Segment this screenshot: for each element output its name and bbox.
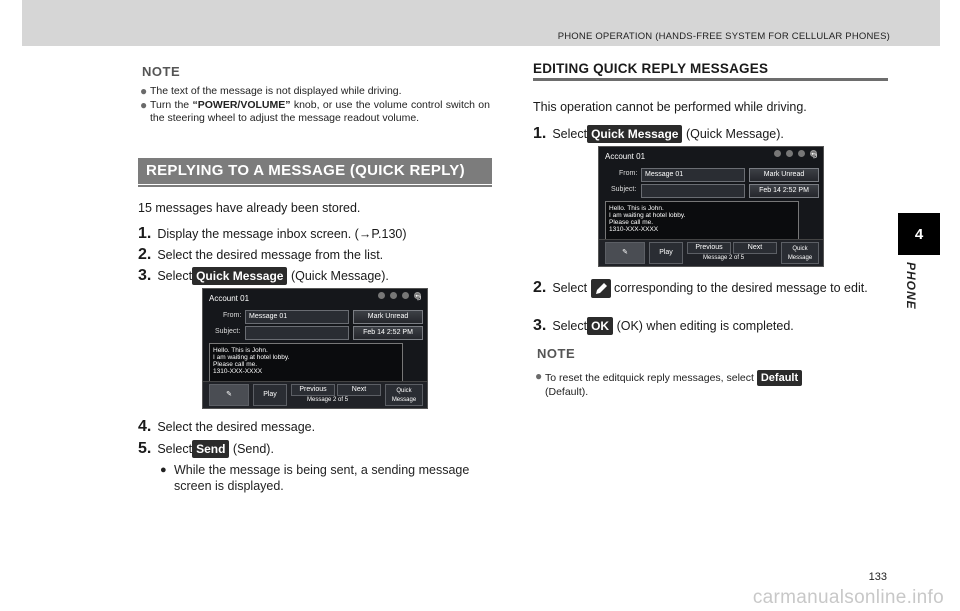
heading-rule — [533, 78, 888, 81]
section-heading: EDITING QUICK REPLY MESSAGES — [533, 61, 769, 76]
step-1: 1. Select Quick Message (Quick Message). — [533, 125, 784, 142]
step-3: 3. Select OK (OK) when editing is completed. — [533, 317, 794, 334]
ok-button: OK — [587, 317, 613, 335]
page-number: 133 — [868, 571, 887, 583]
section-title: REPLYING TO A MESSAGE (QUICK REPLY) — [138, 158, 492, 184]
back-icon: ⮌ — [415, 293, 422, 302]
pencil-icon: ✎ — [605, 242, 645, 264]
step-2: 2. Select the desired message from the list. — [138, 246, 384, 263]
step-3: 3. Select Quick Message (Quick Message). — [138, 267, 389, 284]
step-5: 5. Select Send (Send). — [138, 440, 274, 457]
header-title: PHONE OPERATION (HANDS-FREE SYSTEM FOR CELLULAR PHONES) — [557, 31, 890, 42]
bullet-dot-icon: ● — [160, 464, 167, 476]
pencil-icon — [591, 279, 611, 298]
pencil-icon: ✎ — [209, 384, 249, 406]
message-body: Hello. This is John. I am waiting at hotel lobby. Please call me. 1310-XXX-XXXX — [605, 201, 799, 241]
note-title: NOTE — [142, 64, 181, 79]
intro-text: 15 messages have already been stored. — [138, 201, 361, 215]
sub-bullet: ● While the message is being sent, a sending message screen is displayed. — [160, 463, 470, 493]
default-button: Default — [757, 370, 802, 386]
step-2: 2. Select corresponding to the desired message to edit. — [533, 278, 889, 298]
intro-text: This operation cannot be performed while driving. — [533, 100, 807, 114]
note-bullet: ● The text of the message is not displayed while driving. — [140, 84, 402, 98]
step-1: 1. Display the message inbox screen. (→P.130) — [138, 225, 407, 242]
quick-message-button: Quick Message — [192, 267, 287, 285]
screenshot-message-screen: Account 01 ⮌ From: Message 01 Mark Unread Subject: Feb 14 2:52 PM Hello. This is John. I am waiting at hotel lobby. Please call me. 1310-XXX-XXXX ✎ Play Previous Next Message 2 of 5 Quick Message — [202, 288, 428, 409]
note-title: NOTE — [537, 346, 576, 361]
watermark: carmanualsonline.info — [752, 587, 944, 608]
quick-message-button: Quick Message — [587, 125, 682, 143]
bullet-dot-icon: ● — [140, 84, 148, 98]
chapter-label: PHONE — [904, 262, 918, 310]
bullet-dot-icon: ● — [140, 98, 148, 112]
message-body: Hello. This is John. I am waiting at hotel lobby. Please call me. 1310-XXX-XXXX — [209, 343, 403, 383]
note-bullet: ● Turn the “POWER/VOLUME” knob, or use the volume control switch on the steering wheel to adjust the message readout volume. — [140, 98, 490, 124]
back-icon: ⮌ — [811, 151, 818, 160]
chapter-tab: 4 — [898, 213, 940, 255]
bullet-dot-icon: ● — [535, 369, 543, 383]
step-4: 4. Select the desired message. — [138, 418, 316, 435]
screenshot-message-screen: Account 01 ⮌ From: Message 01 Mark Unread Subject: Feb 14 2:52 PM Hello. This is John. I am waiting at hotel lobby. Please call me. 1310-XXX-XXXX ✎ Play Previous Next Message 2 of 5 Quick Message — [598, 146, 824, 267]
send-button: Send — [192, 440, 229, 458]
note-bullet: ● To reset the editquick reply messages, select Default (Default). — [535, 370, 887, 399]
